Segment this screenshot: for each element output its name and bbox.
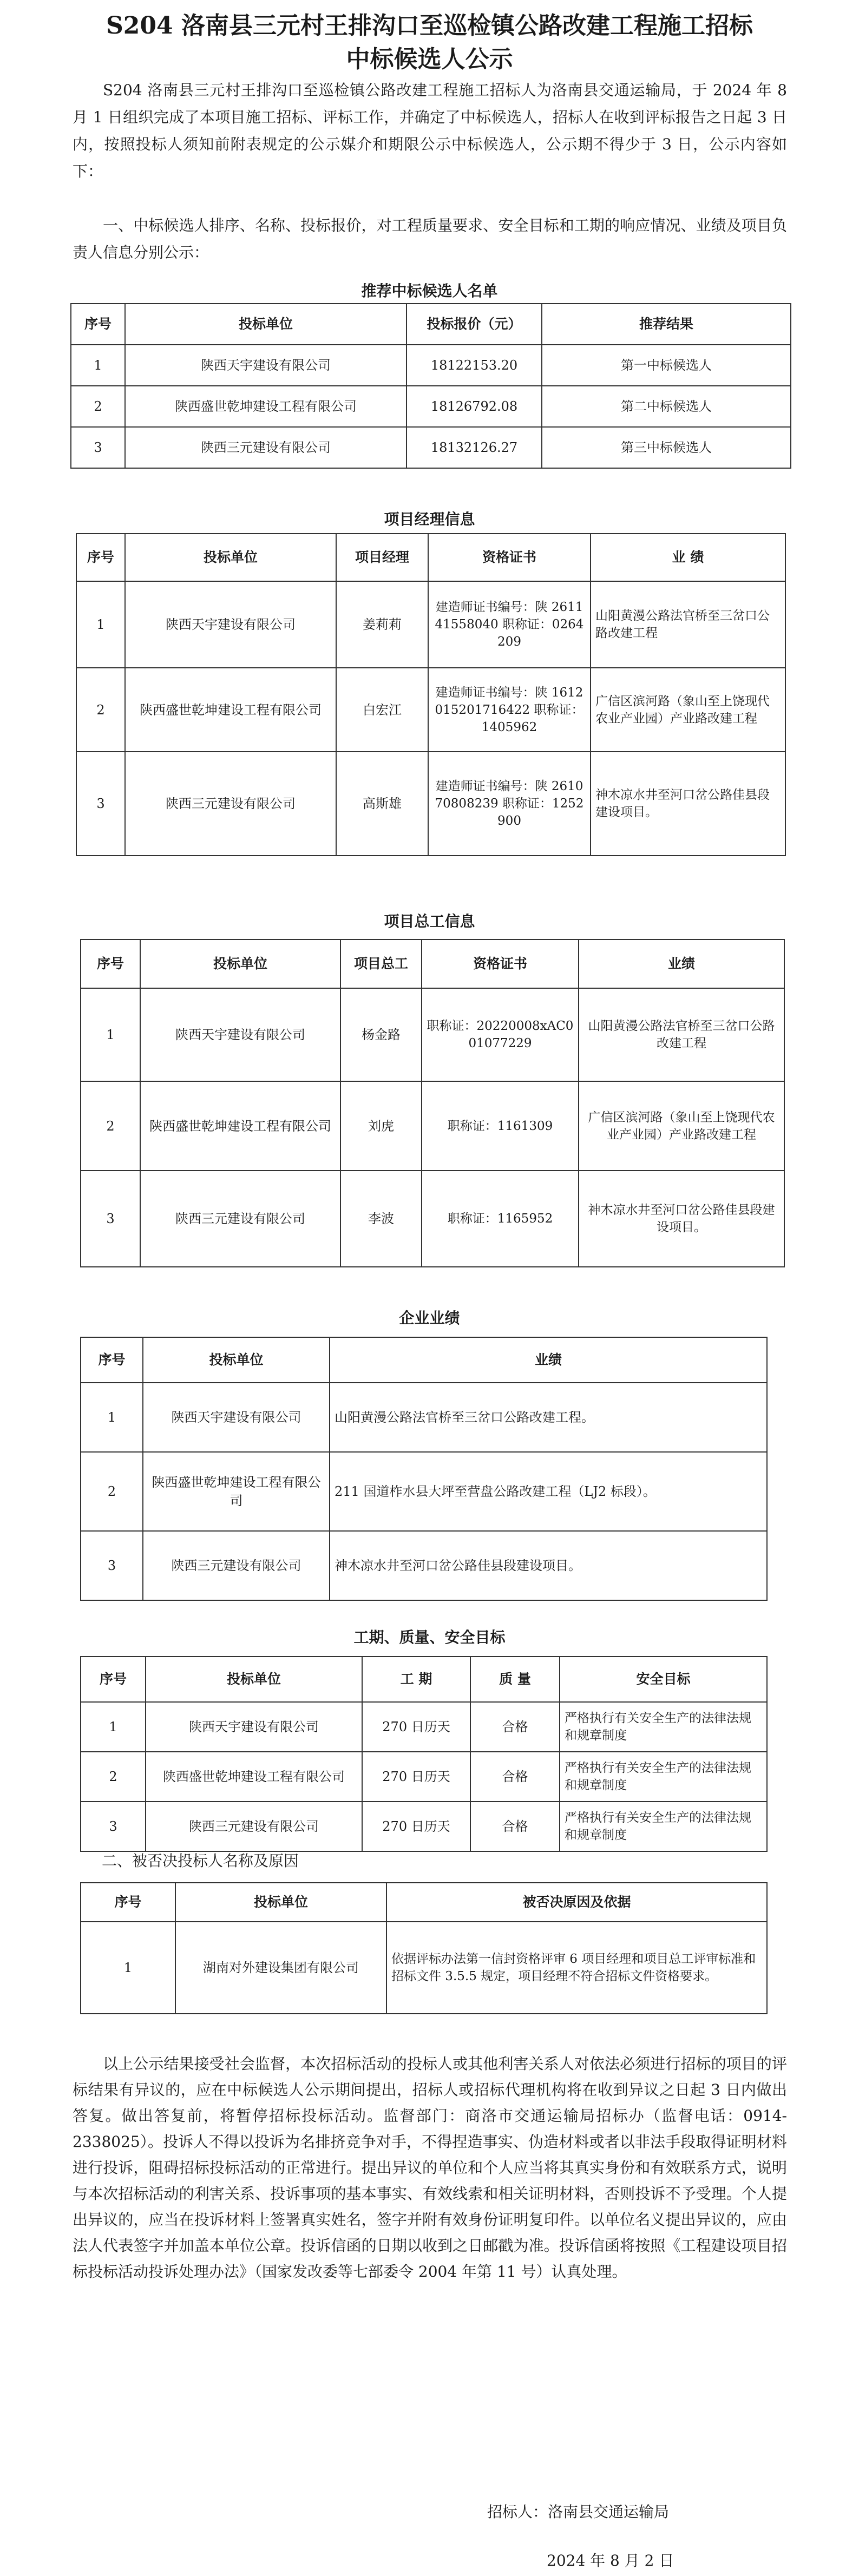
header-cell: 项目经理 <box>336 534 428 581</box>
table-cell: 3 <box>81 1802 146 1851</box>
table-cell: 建造师证书编号：陕 261070808239 职称证：1252900 <box>428 752 591 856</box>
table-cell: 陕西天宇建设有限公司 <box>143 1383 330 1452</box>
table-cell: 神木凉水井至河口岔公路佳县段建设项目。 <box>591 752 785 856</box>
table-cell: 陕西盛世乾坤建设工程有限公司 <box>146 1752 362 1802</box>
header-cell: 业绩 <box>579 939 784 988</box>
rejected-table <box>80 1882 768 2014</box>
closing-paragraph: 以上公示结果接受社会监督，本次招标活动的投标人或其他利害关系人对依法必须进行招标的项目的评标结果有异议的，应在中标候选人公示期间提出，招标人或招标代理机构将在收到异议之日起 3 日内做出答复。做出答复前，将暂停招标投标活动。监督部门：商洛市交通运输局招标办（监督电话：0914-2338025）。投诉人不得以投诉为名排挤竞争对手，不得捏造事实、伪造材料或者以非法手段取得证明材料进行投诉，阻碍招标投标活动的正常进行。提出异议的单位和个人应当将其真实身份和有效联系方式，说明与本次招标活动的利害关系、投诉事项的基本事实、有效线索和相关证明材料，否则投诉不予受理。个人提出异议的，应当在投诉材料上签署真实姓名，签字并附有效身份证明复印件。以单位名义提出异议的，应由法人代表签字并加盖本单位公章。投诉信函的日期以收到之日邮戳为准。投诉信函将按照《工程建设项目招标投标活动投诉处理办法》（国家发改委等七部委令 2004 年第 11 号）认真处理。 <box>73 2055 787 2281</box>
table-cell: 2 <box>76 668 125 752</box>
table-cell: 依据评标办法第一信封资格评审 6 项目经理和项目总工评审标准和招标文件 3.5.5 规定，项目经理不符合招标文件资格要求。 <box>386 1922 767 2014</box>
table-cell: 18122153.20 <box>406 345 542 386</box>
table-cell: 陕西三元建设有限公司 <box>125 752 336 856</box>
table-cell: 第二中标候选人 <box>542 386 791 427</box>
candidates-table <box>70 303 791 469</box>
table-cell: 3 <box>81 1171 140 1267</box>
table-header-row <box>76 534 785 581</box>
signature-date: 2024 年 8 月 2 日 <box>547 2552 674 2570</box>
header-cell: 安全目标 <box>560 1657 767 1702</box>
table-cell: 1 <box>81 1922 175 2014</box>
header-cell: 投标报价（元） <box>406 304 542 345</box>
section1-heading: 一、中标候选人排序、名称、投标报价，对工程质量要求、安全目标和工期的响应情况、业绩及项目负责人信息分别公示： <box>73 216 787 261</box>
header-cell: 投标单位 <box>125 534 336 581</box>
header-cell: 序号 <box>81 1657 146 1702</box>
header-cell: 序号 <box>81 1337 143 1383</box>
table-cell: 广信区滨河路（象山至上饶现代农业产业园）产业路改建工程 <box>591 668 785 752</box>
tenderer-signature: 招标人：洛南县交通运输局 <box>487 2503 670 2521</box>
table-cell: 陕西三元建设有限公司 <box>140 1171 340 1267</box>
table-cell: 建造师证书编号：陕 261141558040 职称证：0264209 <box>428 581 591 668</box>
table-cell: 3 <box>71 427 125 468</box>
table-row <box>81 1171 784 1267</box>
table-row <box>71 345 791 386</box>
engineers-table <box>80 939 785 1267</box>
table-header-row <box>81 1883 767 1922</box>
table-cell: 李波 <box>340 1171 422 1267</box>
page-title: S204 洛南县三元村王排沟口至巡检镇公路改建工程施工招标 <box>106 12 753 40</box>
table-cell: 211 国道柞水县大坪至营盘公路改建工程（LJ2 标段）。 <box>330 1452 767 1531</box>
table-cell: 270 日历天 <box>362 1702 470 1752</box>
table-cell: 18126792.08 <box>406 386 542 427</box>
targets-table <box>80 1656 768 1852</box>
table-cell: 神木凉水井至河口岔公路佳县段建设项目。 <box>330 1531 767 1600</box>
table-row <box>81 988 784 1081</box>
table-cell: 陕西天宇建设有限公司 <box>125 345 406 386</box>
table-cell: 2 <box>81 1752 146 1802</box>
table-row <box>81 1452 767 1531</box>
table-cell: 刘虎 <box>340 1081 422 1171</box>
table-cell: 陕西天宇建设有限公司 <box>146 1702 362 1752</box>
table-cell: 18132126.27 <box>406 427 542 468</box>
header-cell: 推荐结果 <box>542 304 791 345</box>
table-cell: 山阳黄漫公路法官桥至三岔口公路改建工程。 <box>330 1383 767 1452</box>
table-cell: 1 <box>81 1383 143 1452</box>
table-cell: 270 日历天 <box>362 1802 470 1851</box>
header-cell: 序号 <box>81 1883 175 1922</box>
header-cell: 工 期 <box>362 1657 470 1702</box>
table-header-row <box>81 1657 767 1702</box>
table-cell: 山阳黄漫公路法官桥至三岔口公路改建工程 <box>579 988 784 1081</box>
table-cell: 第一中标候选人 <box>542 345 791 386</box>
header-cell: 资格证书 <box>428 534 591 581</box>
table-cell: 职称证：1161309 <box>422 1081 579 1171</box>
table-cell: 广信区滨河路（象山至上饶现代农业产业园）产业路改建工程 <box>579 1081 784 1171</box>
table-cell: 陕西天宇建设有限公司 <box>125 581 336 668</box>
candidates-caption: 推荐中标候选人名单 <box>361 282 498 300</box>
table-cell: 陕西盛世乾坤建设工程有限公司 <box>143 1452 330 1531</box>
table-cell: 白宏江 <box>336 668 428 752</box>
table-row <box>81 1081 784 1171</box>
table-row <box>76 581 785 668</box>
page-subtitle: 中标候选人公示 <box>346 45 513 73</box>
table-cell: 1 <box>76 581 125 668</box>
table-cell: 陕西三元建设有限公司 <box>146 1802 362 1851</box>
table-cell: 合格 <box>470 1702 560 1752</box>
table-cell: 1 <box>81 1702 146 1752</box>
table-cell: 陕西盛世乾坤建设工程有限公司 <box>125 668 336 752</box>
table-cell: 高斯雄 <box>336 752 428 856</box>
table-row <box>81 1922 767 2014</box>
table-cell: 3 <box>76 752 125 856</box>
table-row <box>76 752 785 856</box>
table-cell: 神木凉水井至河口岔公路佳县段建设项目。 <box>579 1171 784 1267</box>
table-cell: 1 <box>81 988 140 1081</box>
table-cell: 职称证：1165952 <box>422 1171 579 1267</box>
table-cell: 2 <box>81 1452 143 1531</box>
targets-caption: 工期、质量、安全目标 <box>353 1628 506 1646</box>
header-cell: 质 量 <box>470 1657 560 1702</box>
table-row <box>81 1802 767 1851</box>
table-cell: 2 <box>71 386 125 427</box>
table-header-row <box>81 1337 767 1383</box>
table-row <box>71 427 791 468</box>
table-cell: 职称证：20220008xAC001077229 <box>422 988 579 1081</box>
table-row <box>76 668 785 752</box>
header-cell: 序号 <box>76 534 125 581</box>
header-cell: 业 绩 <box>591 534 785 581</box>
table-cell: 严格执行有关安全生产的法律法规和规章制度 <box>560 1702 767 1752</box>
header-cell: 被否决原因及依据 <box>386 1883 767 1922</box>
header-cell: 投标单位 <box>175 1883 386 1922</box>
performance-caption: 企业业绩 <box>399 1309 460 1327</box>
table-row <box>81 1383 767 1452</box>
managers-table <box>76 533 786 856</box>
header-cell: 投标单位 <box>140 939 340 988</box>
header-cell: 序号 <box>71 304 125 345</box>
header-cell: 序号 <box>81 939 140 988</box>
header-cell: 资格证书 <box>422 939 579 988</box>
table-cell: 1 <box>71 345 125 386</box>
table-cell: 陕西三元建设有限公司 <box>125 427 406 468</box>
header-cell: 投标单位 <box>146 1657 362 1702</box>
table-cell: 山阳黄漫公路法官桥至三岔口公路改建工程 <box>591 581 785 668</box>
header-cell: 投标单位 <box>125 304 406 345</box>
header-cell: 投标单位 <box>143 1337 330 1383</box>
table-row <box>81 1702 767 1752</box>
header-cell: 项目总工 <box>340 939 422 988</box>
table-cell: 合格 <box>470 1802 560 1851</box>
table-cell: 2 <box>81 1081 140 1171</box>
header-cell: 业绩 <box>330 1337 767 1383</box>
engineers-caption: 项目总工信息 <box>384 912 475 930</box>
table-cell: 陕西盛世乾坤建设工程有限公司 <box>140 1081 340 1171</box>
table-cell: 湖南对外建设集团有限公司 <box>175 1922 386 2014</box>
table-cell: 陕西天宇建设有限公司 <box>140 988 340 1081</box>
table-header-row <box>71 304 791 345</box>
intro-paragraph: S204 洛南县三元村王排沟口至巡检镇公路改建工程施工招标人为洛南县交通运输局，于 2024 年 8 月 1 日组织完成了本项目施工招标、评标工作，并确定了中标候选人，招标人在收到评标报告之日起 3 日内，按照投标人须知前附表规定的公示媒介和期限公示中标候选人，公示期不得少于 3 日，公示内容如下： <box>73 81 787 180</box>
section2-heading: 二、被否决投标人名称及原因 <box>102 1852 299 1870</box>
table-cell: 陕西盛世乾坤建设工程有限公司 <box>125 386 406 427</box>
table-cell: 严格执行有关安全生产的法律法规和规章制度 <box>560 1802 767 1851</box>
table-row <box>81 1531 767 1600</box>
table-row <box>81 1752 767 1802</box>
table-cell: 杨金路 <box>340 988 422 1081</box>
performance-table <box>80 1337 768 1601</box>
table-cell: 严格执行有关安全生产的法律法规和规章制度 <box>560 1752 767 1802</box>
table-cell: 建造师证书编号：陕 1612015201716422 职称证：1405962 <box>428 668 591 752</box>
table-cell: 合格 <box>470 1752 560 1802</box>
table-cell: 第三中标候选人 <box>542 427 791 468</box>
table-header-row <box>81 939 784 988</box>
table-row <box>71 386 791 427</box>
table-cell: 3 <box>81 1531 143 1600</box>
table-cell: 姜莉莉 <box>336 581 428 668</box>
managers-caption: 项目经理信息 <box>384 510 475 528</box>
table-cell: 270 日历天 <box>362 1752 470 1802</box>
table-cell: 陕西三元建设有限公司 <box>143 1531 330 1600</box>
